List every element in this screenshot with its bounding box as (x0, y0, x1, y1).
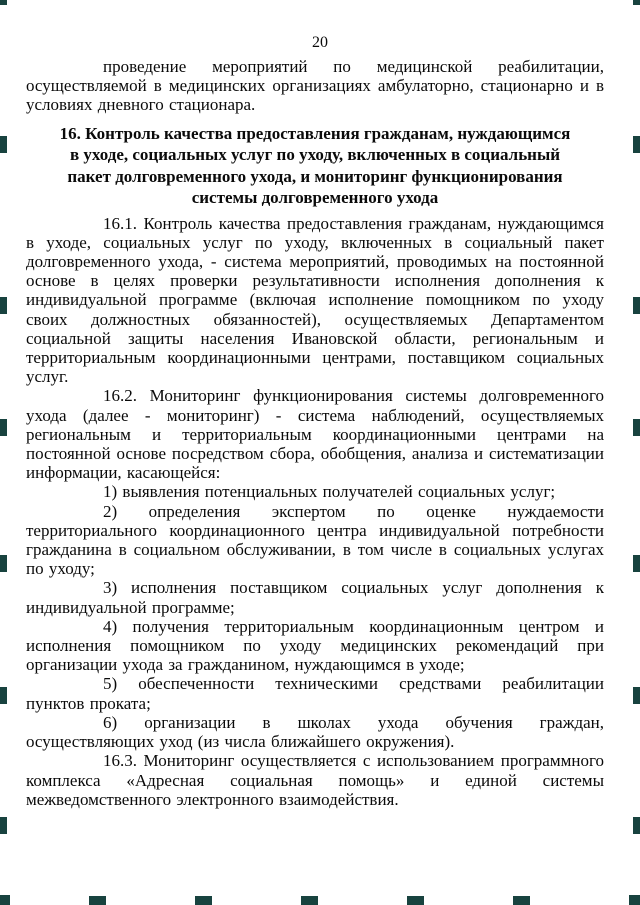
section-heading-line: пакет долговременного ухода, и мониторинг функционирования (67, 166, 563, 186)
section-heading-line: 16. Контроль качества предоставления гражданам, нуждающимся (59, 123, 571, 143)
paragraph-16-2: 16.2. Мониторинг функционирования системы долговременного ухода (далее - мониторинг) - система наблюдений, осуществляемых региональным и территориальным координационными центрами на постоянной основе посредством сбора, обобщения, анализа и систематизации информации, касающейся: (26, 386, 604, 483)
list-item-5: 5) обеспеченности техническими средствами реабилитации пунктов проката; (26, 674, 604, 713)
fiducial-marker (629, 895, 640, 905)
list-item-6: 6) организации в школах ухода обучения граждан, осуществляющих уход (из числа ближайшего окружения). (26, 712, 604, 752)
fiducial-marker (633, 419, 640, 436)
fiducial-marker (0, 555, 7, 572)
fiducial-marker (0, 817, 7, 834)
list-item-3: 3) исполнения поставщиком социальных услуг дополнения к индивидуальной программе; (26, 578, 604, 617)
fiducial-marker (0, 687, 7, 704)
fiducial-marker (89, 896, 106, 905)
fiducial-marker (633, 136, 640, 153)
paragraph-16-1: 16.1. Контроль качества предоставления гражданам, нуждающимся в уходе, социальных услуг по уходу, включенных в социальный пакет долговременного ухода, - система мероприятий, проводимых на постоянной основе в целях проверки результативности исполнения дополнения к индивидуальной программе (включая исполнение помощником по уходу своих должностных обязанностей), осуществляемых Департаментом социальной защиты населения Ивановской области, региональным и территориальным координационными центрами, поставщиком социальных услуг. (26, 213, 604, 387)
fiducial-marker (0, 419, 7, 436)
fiducial-marker (633, 0, 640, 5)
fiducial-marker (0, 136, 7, 153)
list-item-4: 4) получения территориальным координационным центром и исполнения помощником по уходу медицинских рекомендаций при организации ухода за гражданином, нуждающимся в уходе; (26, 616, 604, 675)
document-body (26, 57, 604, 809)
page-number: 20 (312, 34, 328, 51)
fiducial-marker (0, 297, 7, 314)
fiducial-marker (407, 896, 424, 905)
fiducial-marker (633, 555, 640, 572)
fiducial-marker (633, 817, 640, 834)
section-heading-line: в уходе, социальных услуг по уходу, включенных в социальный (69, 145, 561, 165)
fiducial-marker (633, 687, 640, 704)
fiducial-marker (195, 896, 212, 905)
fiducial-marker (513, 896, 530, 905)
fiducial-marker (0, 0, 7, 5)
paragraph-16-3: 16.3. Мониторинг осуществляется с использованием программного комплекса «Адресная социальная помощь» и единой системы межведомственного электронного взаимодействия. (26, 751, 604, 809)
fiducial-marker (633, 297, 640, 314)
section-heading-line: системы долговременного ухода (191, 188, 439, 208)
fiducial-marker (0, 895, 10, 905)
list-item-2: 2) определения экспертом по оценке нуждаемости территориального координационного центра индивидуальной потребности гражданина в социальном обслуживании, в том числе в социальных услугах по уходу; (26, 501, 604, 579)
list-item-1: 1) выявления потенциальных получателей социальных услуг; (103, 482, 556, 502)
section-heading (26, 123, 604, 209)
paragraph-intro: проведение мероприятий по медицинской реабилитации, осуществляемой в медицинских организациях амбулаторно, стационарно и в условиях дневного стационара. (26, 57, 604, 115)
fiducial-marker (301, 896, 318, 905)
